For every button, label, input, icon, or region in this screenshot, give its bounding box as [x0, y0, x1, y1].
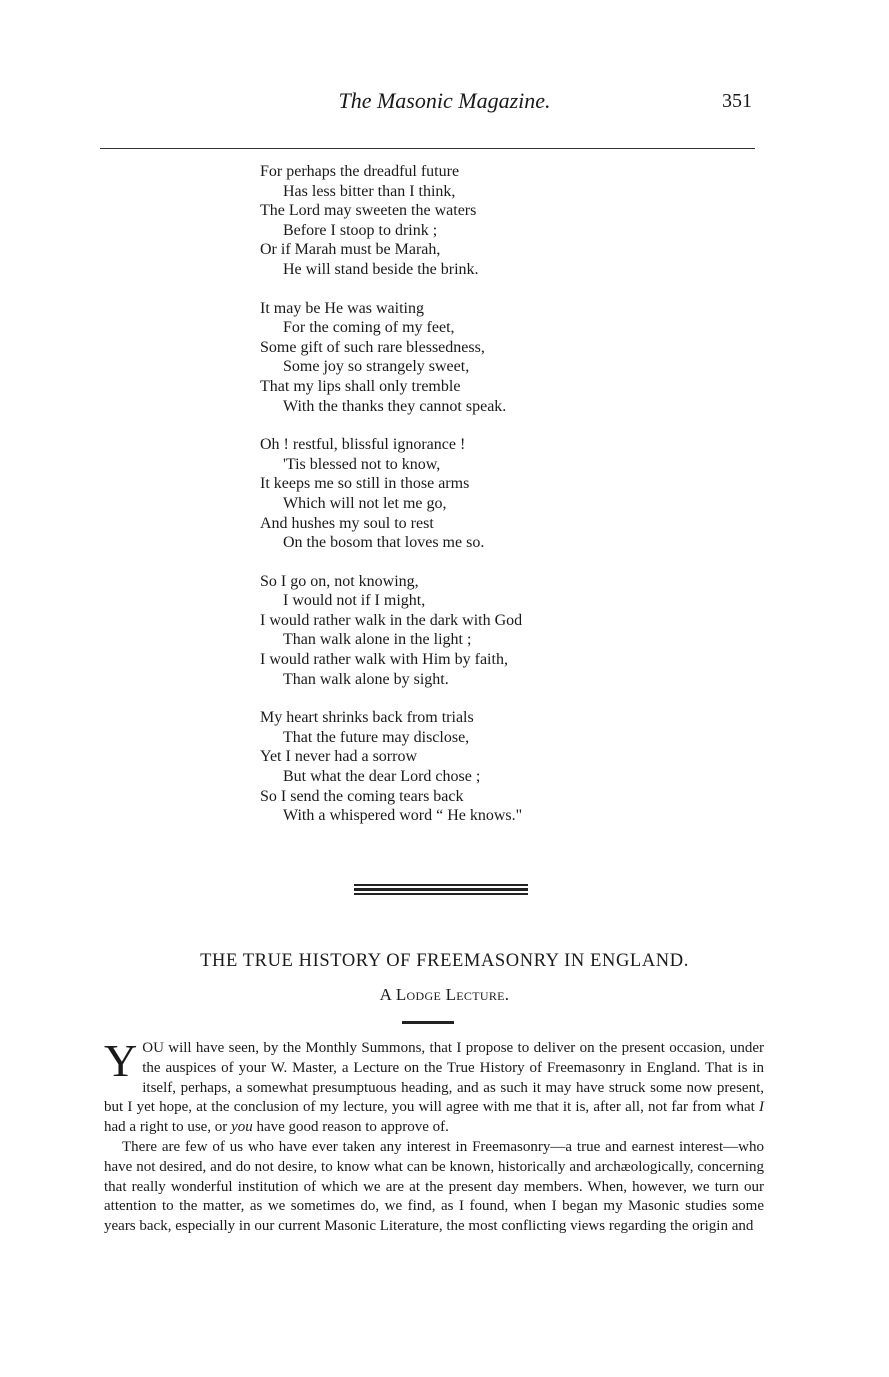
article-subtitle: A Lodge Lecture. [379, 985, 510, 1004]
divider-bar [354, 884, 528, 886]
poem-line: The Lord may sweeten the waters [260, 202, 477, 220]
poem-line: Than walk alone by sight. [283, 670, 449, 688]
poem-line: That the future may disclose, [283, 728, 470, 746]
poem-line: Some joy so strangely sweet, [283, 358, 470, 376]
poem-line: With a whispered word “ He knows." [283, 807, 523, 825]
poem-line: And hushes my soul to rest [260, 514, 434, 532]
paragraph: There are few of us who have ever taken any interest in Freemasonry—a true and earnest interest—who have not desired, and do not desire, to know what can be known, historically and archæologically, concerning that really wonderful institution of which we are at the present day members. When, however, we turn our attention to the matter, as we sometimes do, we find, as I found, when I began my Masonic studies some years back, especially in our current Masonic Literature, the most conflicting views regarding the origin and [104, 1138, 764, 1235]
emphasis: you [231, 1119, 253, 1136]
poem-line: So I go on, not knowing, [260, 572, 419, 590]
page-number: 351 [722, 90, 752, 112]
poem-line: Or if Marah must be Marah, [260, 241, 441, 259]
poem-line: For perhaps the dreadful future [260, 163, 460, 180]
poem-line: Has less bitter than I think, [283, 182, 456, 200]
divider-bar [354, 893, 528, 895]
poem-stanza [260, 572, 680, 690]
poem-stanza [260, 162, 680, 280]
paragraph-text: have good reason to approve of. [252, 1119, 449, 1136]
poem-line: I would not if I might, [283, 592, 426, 610]
poem [260, 162, 680, 845]
title-rule [402, 1021, 454, 1024]
poem-line: But what the dear Lord chose ; [283, 768, 481, 786]
section-divider-ornament [354, 884, 528, 897]
poem-line: My heart shrinks back from trials [260, 709, 474, 727]
article-body [104, 1035, 764, 1237]
poem-line: 'Tis blessed not to know, [283, 455, 441, 473]
paragraph-text: had a right to use, or [104, 1119, 232, 1136]
paragraph-text: OU will have seen, by the Monthly Summons, that I propose to deliver on the present occasion, under the auspices of your W. Master, a Lecture on the True History of Freemasonry in England. That is in itself, perhaps, a somewhat presumptuous heading, and as such it may have struck some now present, but I yet hope, at the conclusion of my lecture, you will agree with me that it is, after all, not far from what [104, 1040, 764, 1116]
poem-line: I would rather walk with Him by faith, [260, 651, 508, 669]
poem-stanza [260, 435, 680, 553]
poem-line: Yet I never had a sorrow [260, 748, 417, 766]
running-title: The Masonic Magazine. [338, 88, 551, 113]
drop-cap: Y [104, 1035, 138, 1086]
poem-stanza [260, 299, 680, 417]
paragraph [104, 1035, 764, 1138]
divider-bar [354, 888, 528, 891]
emphasis: I [759, 1099, 764, 1116]
poem-line: It keeps me so still in those arms [260, 475, 470, 493]
poem-line: Which will not let me go, [283, 494, 447, 512]
poem-line: Some gift of such rare blessedness, [260, 338, 485, 356]
poem-line: Before I stoop to drink ; [283, 221, 438, 239]
header-rule [100, 148, 755, 149]
poem-line: He will stand beside the brink. [283, 260, 479, 278]
poem-line: I would rather walk in the dark with God [260, 611, 523, 629]
poem-line: It may be He was waiting [260, 299, 424, 317]
poem-line: Oh ! restful, blissful ignorance ! [260, 436, 466, 454]
poem-stanza [260, 708, 680, 826]
poem-line: Than walk alone in the light ; [283, 631, 472, 649]
poem-line: On the bosom that loves me so. [283, 534, 485, 552]
poem-line: For the coming of my feet, [283, 319, 455, 337]
article-title: THE TRUE HISTORY OF FREEMASONRY IN ENGLAND. [200, 951, 689, 971]
poem-line: That my lips shall only tremble [260, 377, 461, 395]
poem-line: So I send the coming tears back [260, 787, 464, 805]
poem-line: With the thanks they cannot speak. [283, 397, 507, 415]
